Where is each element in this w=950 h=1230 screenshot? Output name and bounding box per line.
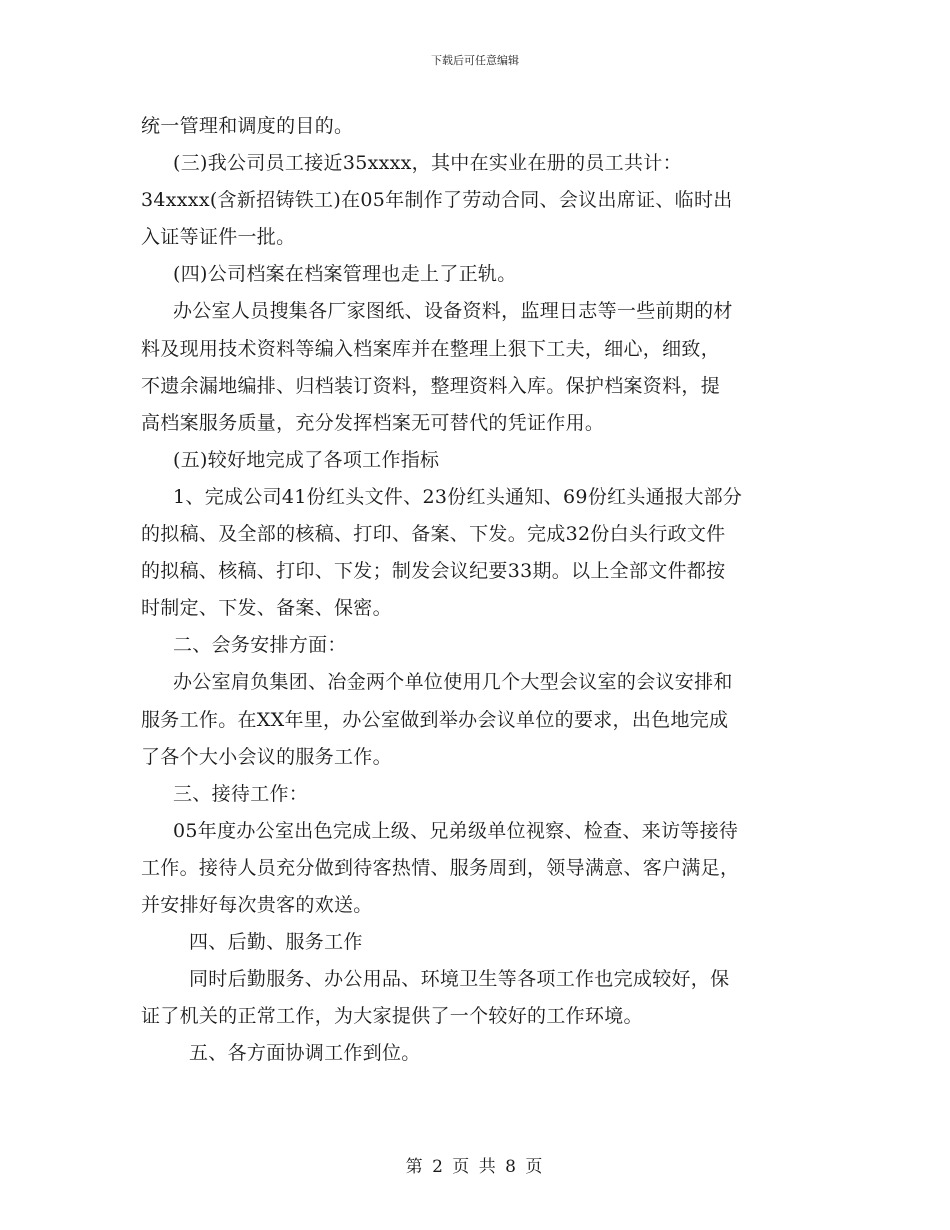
text-line: 统一管理和调度的目的。: [141, 115, 354, 137]
text-line: 二、会务安排方面：: [173, 634, 347, 657]
document-body: [141, 108, 821, 1072]
text-line: (三)我公司员工接近35xxxx，其中在实业在册的员工共计：: [173, 152, 682, 175]
text-line: 34xxxx(含新招铸铁工)在05年制作了劳动合同、会议出席证、临时出: [141, 189, 733, 212]
text-line: (五)较好地完成了各项工作指标: [173, 448, 440, 471]
text-line: 工作。接待人员充分做到待客热情、服务周到，领导满意、客户满足，: [141, 856, 740, 879]
text-line: 同时后勤服务、办公用品、环境卫生等各项工作也完成较好，保: [189, 968, 730, 991]
text-line: 五、各方面协调工作到位。: [189, 1042, 421, 1065]
text-line: 四、后勤、服务工作: [189, 931, 363, 954]
text-line: 三、接待工作：: [173, 782, 309, 805]
text-line: 料及现用技术资料等编入档案库并在整理上狠下工夫，细心，细致，: [141, 337, 721, 360]
text-line: 办公室肩负集团、冶金两个单位使用几个大型会议室的会议安排和: [173, 671, 733, 694]
text-line: 办公室人员搜集各厂家图纸、设备资料，监理日志等一些前期的材: [173, 300, 733, 323]
text-line: 入证等证件一批。: [141, 226, 296, 249]
text-line: (四)公司档案在档案管理也走上了正轨。: [173, 263, 517, 286]
text-line: 1、完成公司41份红头文件、23份红头通知、69份红头通报大部分: [173, 485, 743, 508]
text-line: 的拟稿、核稿、打印、下发；制发会议纪要33期。以上全部文件都按: [141, 560, 726, 583]
text-line: 服务工作。在XX年里，办公室做到举办会议单位的要求，出色地完成: [141, 708, 729, 731]
text-line: 时制定、下发、备案、保密。: [141, 597, 392, 620]
text-line: 的拟稿、及全部的核稿、打印、备案、下发。完成32份白头行政文件: [141, 523, 726, 546]
text-line: 不遗余漏地编排、归档装订资料，整理资料入库。保护档案资料，提: [141, 374, 721, 397]
text-line: 05年度办公室出色完成上级、兄弟级单位视察、检查、来访等接待: [173, 819, 739, 842]
text-line: 了各个大小会议的服务工作。: [141, 745, 392, 768]
page-header: 下载后可任意编辑: [431, 54, 519, 67]
text-line: 并安排好每次贵客的欢送。: [141, 893, 373, 916]
text-line: 高档案服务质量，充分发挥档案无可替代的凭证作用。: [141, 411, 605, 434]
text-line: 证了机关的正常工作，为大家提供了一个较好的工作环境。: [141, 1005, 643, 1028]
page-footer: 第 2 页 共 8 页: [405, 1157, 545, 1177]
